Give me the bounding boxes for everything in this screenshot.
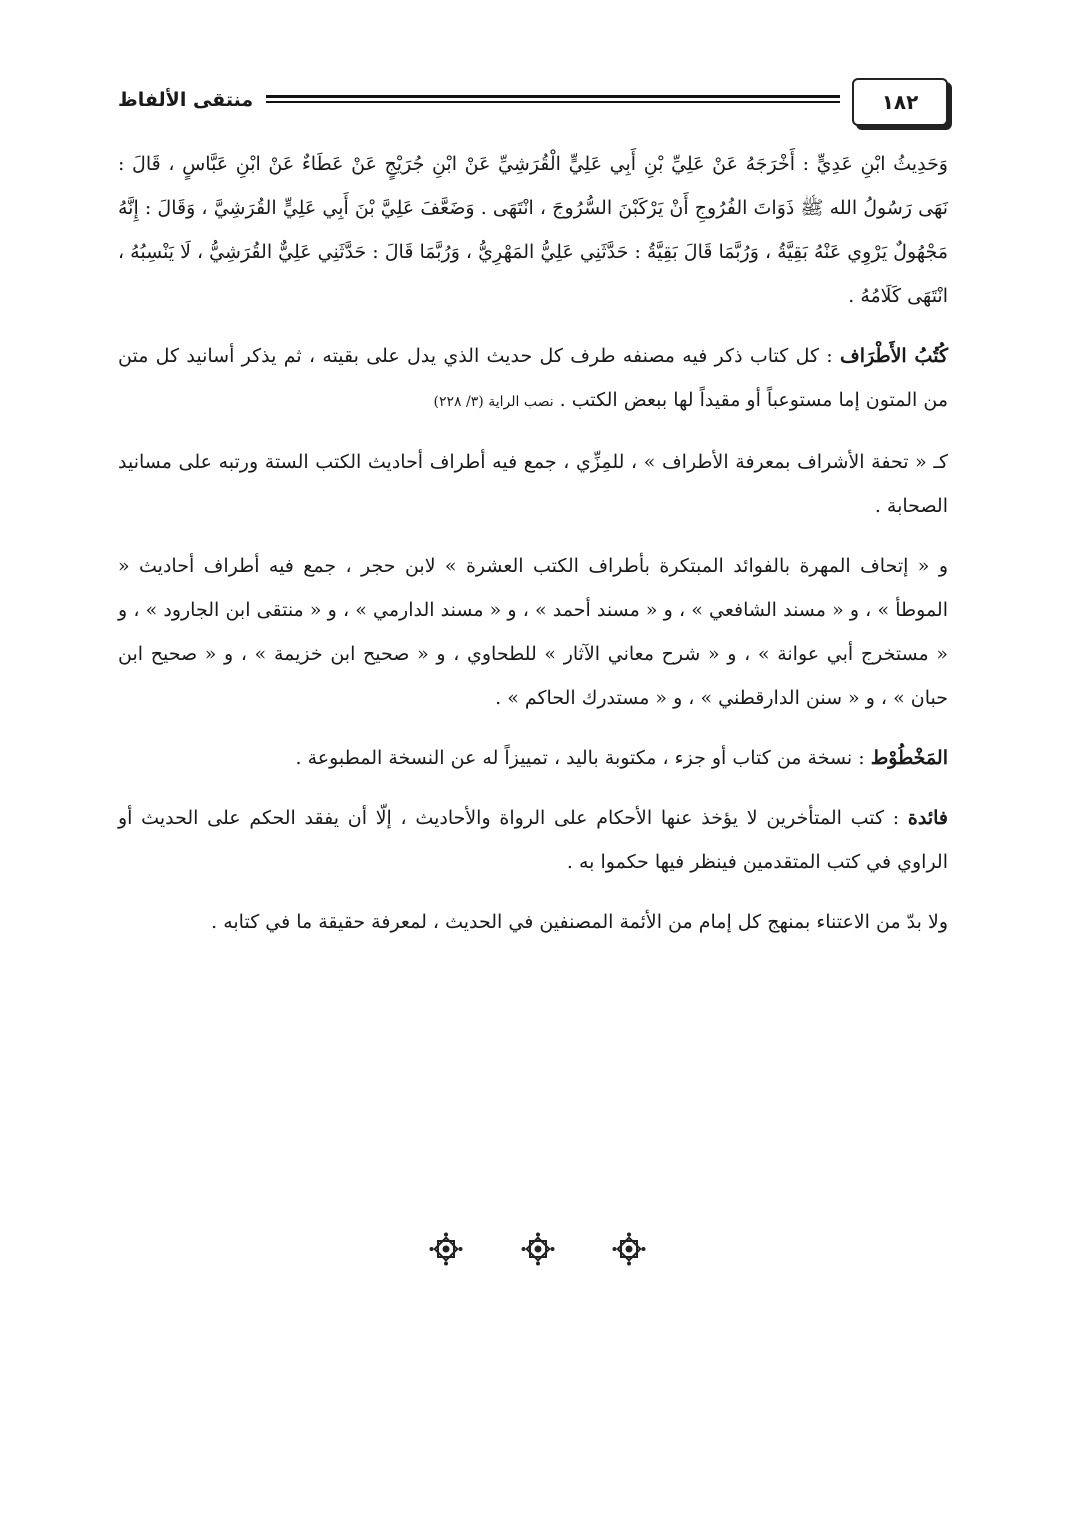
ornament-icon [521, 1232, 555, 1266]
ornament-icon [429, 1232, 463, 1266]
ornament-icon [612, 1232, 646, 1266]
paragraph-faida [118, 796, 948, 884]
term-heading: المَخْطُوْط [870, 747, 948, 769]
paragraph-text: وَحَدِيثُ ابْنِ عَدِيٍّ : أَخْرَجَهُ عَنْ عَلِيِّ بْنِ أَبِي عَلِيٍّ الْقُرَشِيِّ عَنْ ابْنِ جُرَيْجٍ عَنْ عَطَاءٌ عَنْ ابْنِ عَبَّاسٍ ، قَالَ : نَهَى رَسُولُ الله ﷺ ذَوَاتَ الفُرُوجِ أَنْ يَرْكَبْنَ السُّرُوجَ ، انْتَهَى . وَضَعَّفَ عَلِيَّ بْنَ أَبِي عَلِيٍّ القُرَشِيَّ ، وَقَالَ : إِنَّهُ مَجْهُولٌ يَرْوِي عَنْهُ بَقِيَّةُ ، وَرُبَّمَا قَالَ بَقِيَّةُ : حَدَّثَنِي عَلِيُّ المَهْرِيُّ ، وَرُبَّمَا قَالَ : حَدَّثَنِي عَلِيٌّ القُرَشِيُّ ، لَا يَنْسِبُهُ ، انْتَهَى كَلَامُهُ . [118, 153, 948, 307]
paragraph-ithaf-al-mahara [118, 544, 948, 720]
paragraph-text: ولا بدّ من الاعتناء بمنهج كل إمام من الأئمة المصنفين في الحديث ، لمعرفة حقيقة ما في كتابه . [211, 911, 948, 933]
header-rule-thin [266, 102, 840, 103]
paragraph-text: : نسخة من كتاب أو جزء ، مكتوبة باليد ، تمييزاً له عن النسخة المطبوعة . [295, 747, 871, 769]
page-number: ١٨٢ [852, 78, 948, 126]
paragraph-text: : كل كتاب ذكر فيه مصنفه طرف كل حديث الذي يدل على بقيته ، ثم يذكر أسانيد كل متن من المتون إما مستوعباً أو مقيداً لها ببعض الكتب . [118, 345, 948, 411]
paragraph-al-makhtut [118, 736, 948, 780]
paragraph-text: و « إتحاف المهرة بالفوائد المبتكرة بأطراف الكتب العشرة » لابن حجر ، جمع فيه أطراف أحاديث « الموطأ » ، و « مسند الشافعي » ، و « مسند أحمد » ، و « مسند الدارمي » ، و « منتقى ابن الجارود » ، و « مستخرج أبي عوانة » ، و « شرح معاني الآثار » للطحاوي ، و « صحيح ابن خزيمة » ، و « صحيح ابن حبان » ، و « سنن الدارقطني » ، و « مستدرك الحاكم » . [118, 555, 948, 709]
term-heading: فائدة [907, 807, 948, 829]
running-title: منتقى الألفاظ [118, 89, 254, 111]
source-reference: نصب الراية (٣/ ٢٢٨) [433, 394, 554, 410]
header-rule [266, 95, 840, 102]
paragraph-text: كـ « تحفة الأشراف بمعرفة الأطراف » ، للمِزِّي ، جمع فيه أطراف أحاديث الكتب الستة ورتبه على مسانيد الصحابة . [118, 451, 948, 517]
paragraph-manhaj [118, 900, 948, 944]
paragraph-text: : كتب المتأخرين لا يؤخذ عنها الأحكام على الرواة والأحاديث ، إلّا أن يفقد الحكم على الحديث أو الراوي في كتب المتقدمين فينظر فيها حكموا به . [118, 807, 948, 873]
section-end-ornaments [0, 1232, 1075, 1266]
paragraph-hadith-ibn-adi [118, 142, 948, 318]
page-body [118, 142, 948, 960]
page-header [118, 78, 948, 128]
term-heading: كُتُبُ الأَطْرَاف [840, 345, 948, 367]
paragraph-tuhfat-al-ashraf [118, 440, 948, 528]
paragraph-kutub-al-atraf [118, 334, 948, 424]
